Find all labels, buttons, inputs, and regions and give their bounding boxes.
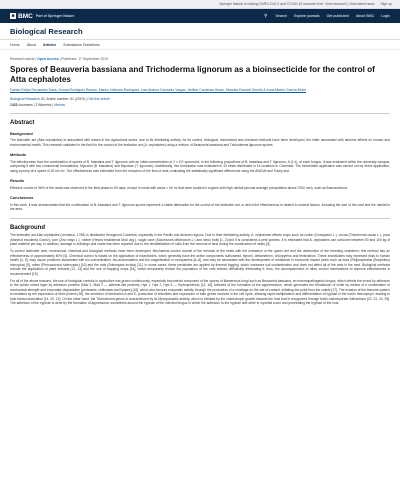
abstract-methods-heading: Methods xyxy=(10,152,26,158)
abstract-results-text: Effective control of 96% of the nests was observed in the field phase in 60 days, except in nests with areas > 50 m² that were located in regions with high rainfall (annual average precipitation above 7000 mm), such as Buenaventura. xyxy=(10,185,348,190)
journal-title[interactable]: Biological Research xyxy=(10,26,83,36)
search-link[interactable] xyxy=(257,13,287,19)
altmetric-count: 7 xyxy=(35,102,38,107)
metrics-link[interactable]: Metrics xyxy=(54,102,66,107)
article-title: Spores of Beauveria bassiana and Trichoderma lignorum as a bioinsecticide for the control of Atta cephalotes xyxy=(10,65,375,84)
accesses-count: 1423 xyxy=(10,102,18,107)
site-header xyxy=(0,9,400,23)
divider xyxy=(10,113,390,114)
journal-link[interactable]: Biological Research xyxy=(10,96,40,101)
journal-nav xyxy=(0,40,400,50)
background-paragraph-2: To control leafcutter ants, mechanical, chemical and biological methods have been developed. Mechanical control consist of the removal of the nests with the extraction of the queen ant and the destruction of the breeding chambers; this method has an effectiveness of approximately 50% [4]. Chemical control is based on the application of insecticides, which generally have the active components sulfluramid, fipronil, deltamethrin, chlorpyrifos and fenitrothion. These insecticides may represent risks to human health [4, 5], may cause problems associated with bio-concentration, bio-accumulation and bio-magnification in ecosystems [6–8], and may be associated with the development of resistance in economic impact pests such as ticks (Rhipicephalus (Boophilus) microplus) [9], mites (Phenacoccus solenopsis) [10] and fire ants (Solenopsis invicta) [11]. In some cases, these pesticides are applied by thermal fogging, which increases soil contamination and does not affect all of the ants in the nest. Biological methods include the application of plant extracts [12, 13] and the use of trapping crops [14], which temporarily reduce the population of the nest without definitively eliminating it; thus, the accompaniment of other control mechanisms to improve effectiveness is recommended [15]. xyxy=(10,249,390,276)
cite-this-article-link[interactable]: Cite this article xyxy=(87,96,110,101)
about-bmc-link[interactable]: About BMC xyxy=(355,14,375,18)
open-access-badge: Open Access xyxy=(37,57,59,61)
nav-submission-guidelines[interactable]: Submission Guidelines xyxy=(63,42,100,47)
background-paragraph-1: The leafcutter ant Atta cephalotes (Linnaeus, 1758) is distributed throughout Colombia, especially in the Pacific and Andean regions. Due to their defoliating activity, A. cephalotes affects crops such as cotton (Gossypium L.), cocoa (Theobroma cacao L.), yuca (Manihot esculenta Crantz), corn (Zea mays L.), rubber (Hevea brasiliensis Mull. Arg.), sugar cane (Saccharum officinarum L.) and citrus fruits [1, 2] and it is considered a pest species. It is estimated that A. cephalotes can consume between 50 and 150 kg of plant material per day. In addition, damage to buildings and roads has been reported due to the destabilization of soils from the removal of land during the construction of nests [3]. xyxy=(10,233,390,247)
search-label: Search xyxy=(275,14,287,18)
login-link[interactable]: Login xyxy=(381,14,390,18)
journal-header xyxy=(0,23,400,40)
abstract-results-heading: Results xyxy=(10,178,25,184)
abstract-methods-text: The effectiveness from the combination of spores of B. bassiana and T. lignorum with an initial concentration of 2 × 10⁸ spores/mL in the following proportions of B. bassiana and T. lignorum, A (1:1), of each fungus. It was evaluated within the university campus, comparing it with two commercial formulations, Mycotrol (B. bassiana) and Mycobac (T. lignorum). Additionally, this formulation was evaluated in 43 nests distributed in 14 locations in Colombia. The formulation application was carried out by direct application, using a pump at a speed of 20 mL/m². The effectiveness was estimated from the reduction of the flow of ants, evaluating the statistically significant differences using the ANOVA and Tukey-test. xyxy=(10,159,390,173)
covid-notice-link[interactable]: Springer Nature is making SARS-CoV-2 and COVID-19 research free. View research | View latest news xyxy=(219,2,375,6)
altmetric-label: Altmetric xyxy=(38,102,52,107)
bmc-logo-text: BMC xyxy=(18,12,33,20)
accesses-label: Accesses xyxy=(18,102,33,107)
abstract-background-text: The leafcutter ant (Atta cephalotes) is associated with losses in the agricultural sector, due to its defoliating activity; for its control, biological, mechanical and chemical methods have been developed, the latter associated with adverse effects on human and environmental health. This research validated in the field for the control of the leafcutter ant (A. cephalotes) using a mixture of Beauveria bassiana and Trichoderma lignorum spores. xyxy=(10,138,390,147)
article-content xyxy=(0,50,400,306)
published-date: Published: 17 September 2019 xyxy=(61,57,108,61)
metrics-line: 1423 Accesses | 7 Altmetric | Metrics xyxy=(10,102,66,107)
nav-about[interactable]: About xyxy=(26,42,36,47)
author-list[interactable]: Fabian Felipe Fernandez Daza, Gonna Rodriguez Roman, Marino Valencia Rodriguez, Ivan Andres Gonzalez Vargas, Heliber Cardenas Hearn, Marcela Pascioli Gerella & Aura Alberto Guerra Mulet xyxy=(10,88,306,93)
bmc-logo[interactable] xyxy=(10,13,74,20)
abstract-conclusions-text: In this work, it was demonstrated that the combination of B. bassiana and T. lignorum spores represent a viable alternative for the control of the leafcutter ant, in which the effectiveness is related to several factors, including the size of the nest and the rainfall in the area. xyxy=(10,202,390,212)
background-paragraph-3: For all of the above reasons, the use of biological controls in agriculture has grown continuously, especially biocontrols composed of the spores of filamentous fungi such as Beauveria bassiana, an entomopathogenic fungus, which infects the insect by adhesion to the cuticle mixed layer by adhesion proteins (Mad 1, Mad 2 — adhesin-like proteins; Hyd 1, Hyd 2, Hyd 3 — Hydrophobins) [14, 16], followed of the formation of the appressorium, which generates the breakdown of chitin by means of a combination of mechanical strength and enzymatic degradation (proteases, chitinases and lipases) [16], which also favours enzymatic activity through the production of a mucilage on the site of contact, initiating the point from the cuticle [17]. The evasion of the immune system is mediated by the expression of MoIx protein [18], the secretion of destruxins A and E, production of bricolides and expression of bath genes involved in the cell cycle, allowing rapid multiplication and differentiation of hyphae in the host's hemolymph, leading to host immunotoxication [14, 20, 21]. On the other hand, the Trichoderma genus is characterized by its Mycoparasitic activity, which is initiated by the chemotropic growth towards the host that is recognized through lectin-carbohydrate interactions [22, 23, 24, 25]. The adhesion of the hyphae is done by the formation of appressoria, sometimes around the hyphae of the infected fungus in which the adhesion to the hyphae and other in mycelial cover and penetrating the hyphae of the host. xyxy=(10,278,390,306)
divider xyxy=(10,218,390,219)
citation-details: 52, Article number: 51 (2019) xyxy=(40,96,85,101)
background-heading: Background xyxy=(10,224,46,231)
sign-up-link[interactable]: Sign up xyxy=(380,2,392,6)
explore-journals-link[interactable]: Explore journals xyxy=(293,14,320,18)
citation-line: Biological Research 52, Article number: 51 (2019) | Cite this article xyxy=(10,96,110,101)
abstract-heading: Abstract xyxy=(10,119,35,126)
bmc-logo-icon: ■ xyxy=(11,13,15,19)
bmc-logo-subtitle: Part of Springer Nature xyxy=(35,14,75,18)
abstract-conclusions-heading: Conclusions xyxy=(10,195,34,201)
abstract-background-heading: Background xyxy=(10,130,33,136)
article-type: Research article xyxy=(10,57,35,61)
nav-home[interactable]: Home xyxy=(10,42,20,47)
get-published-link[interactable]: Get published xyxy=(326,14,349,18)
search-icon: ⚲ xyxy=(264,13,268,18)
top-notice-bar xyxy=(0,0,400,9)
article-meta: Research article | Open Access | Published: 17 September 2019 xyxy=(10,57,108,61)
nav-articles[interactable]: Articles xyxy=(43,42,57,47)
